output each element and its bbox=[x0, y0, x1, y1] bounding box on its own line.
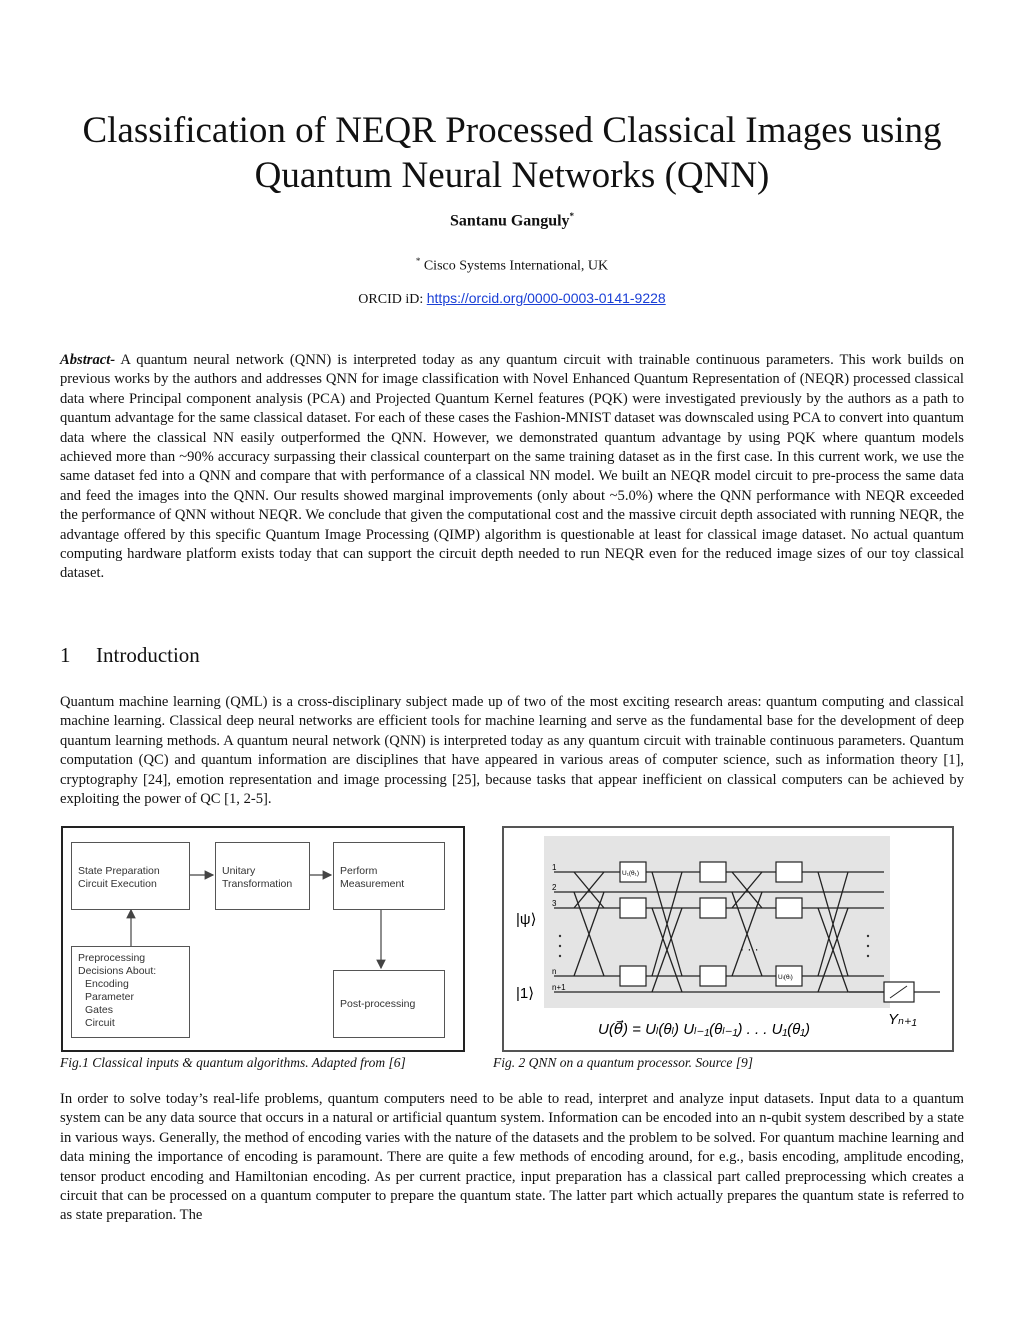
box-measure-line-1: Perform bbox=[340, 865, 378, 877]
box-post-processing bbox=[333, 970, 445, 1038]
abstract bbox=[60, 351, 964, 584]
box-preprocessing bbox=[71, 946, 190, 1038]
figure-1-caption: Fig.1 Classical inputs & quantum algorithms. Adapted from [6] bbox=[60, 1055, 406, 1070]
box-state-preparation-line-1: State Preparation bbox=[78, 865, 160, 877]
author-mark: * bbox=[569, 211, 575, 221]
box-preproc-line-1: Preprocessing bbox=[78, 952, 146, 964]
horizontal-dots: · · · bbox=[740, 942, 759, 956]
intro-paragraph-2: In order to solve today’s real-life problems, quantum computers need to be able to read, interpret and analyze input datasets. Input data to a quantum system can be any data source that occurs in a natural or artificial quantum system. Information can be encoded into an n-qubit system described by a state in various ways. Generally, the method of encoding varies with the nature of the datasets and the problem to be solved. For quantum machine learning and data mining the importance of encoding is paramount. There are quite a few methods of encoding around, for e.g., basis encoding, amplitude encoding, tensor product encoding and Hamiltonian encoding. As per current practice, input preparation has a classical part called preprocessing which creates a circuit that can be processed on a quantum computer to prepare the quantum state. The latter part which actually prepares the quantum state is referred to as state preparation. The bbox=[60, 1091, 964, 1224]
author-name: Santanu Ganguly bbox=[449, 212, 570, 230]
box-state-preparation-line-2: Circuit Execution bbox=[78, 878, 157, 890]
paper-title bbox=[0, 108, 1024, 198]
title-line-1: Classification of NEQR Processed Classical Images using bbox=[82, 110, 942, 151]
figure-2 bbox=[502, 826, 954, 1052]
box-postproc-line: Post-processing bbox=[340, 998, 416, 1010]
wire-label-2: 2 bbox=[552, 883, 557, 892]
abstract-label: Abstract- bbox=[60, 352, 116, 368]
box-preproc-line-6: Circuit bbox=[85, 1017, 115, 1029]
title-line-2: Quantum Neural Networks (QNN) bbox=[254, 155, 770, 196]
figure-2-caption: Fig. 2 QNN on a quantum processor. Source [9] bbox=[493, 1055, 754, 1070]
wire-label-n1: n+1 bbox=[552, 983, 566, 992]
box-preproc-line-4: Parameter bbox=[85, 991, 135, 1003]
box-unitary-transformation bbox=[215, 842, 310, 910]
box-measure-line-2: Measurement bbox=[340, 878, 405, 890]
wire-label-1: 1 bbox=[552, 863, 557, 872]
orcid-line bbox=[0, 290, 1024, 308]
figure-1 bbox=[61, 826, 465, 1052]
box-unitary-line-1: Unitary bbox=[222, 865, 256, 877]
author-line bbox=[0, 211, 1024, 230]
box-unitary-line-2: Transformation bbox=[222, 878, 293, 890]
wire-label-n: n bbox=[552, 967, 557, 976]
one-ket: |1⟩ bbox=[516, 985, 535, 1002]
wire-label-3: 3 bbox=[552, 899, 557, 908]
section-number: 1 bbox=[60, 643, 71, 667]
affiliation-mark: * bbox=[415, 256, 421, 266]
box-perform-measurement bbox=[333, 842, 445, 910]
box-preproc-line-5: Gates bbox=[85, 1004, 114, 1016]
affiliation-line bbox=[0, 256, 1024, 275]
section-title: Introduction bbox=[96, 643, 200, 667]
circuit-formula: U(θ⃗) = Uₗ(θₗ) Uₗ₋₁(θₗ₋₁) . . . U₁(θ₁) bbox=[598, 1021, 811, 1038]
intro-paragraph-1: Quantum machine learning (QML) is a cross-disciplinary subject made up of two of the most exciting research areas: quantum computing and classical machine learning. Classical deep neural networks are efficient tools for machine learning and serve as the fundamental base for the development of deep quantum learning methods. A quantum neural network (QNN) is interpreted today as any quantum circuit with trainable continuous parameters. Quantum computation (QC) and quantum information are disciplines that have appeared in various areas of computer science, such as information theory [1], cryptography [24], emotion representation and image processing [25], because tasks that appear inefficient on classical computers can be achieved by exploiting the power of QC [1, 2-5]. bbox=[60, 694, 964, 808]
abstract-text: A quantum neural network (QNN) is interpreted today as any quantum circuit with trainable continuous parameters. This work builds on previous works by the authors and addresses QNN for image classification with Novel Enhanced Quantum Representation of (NEQR) processed classical data where Principal component analysis (PCA) and Projected Quantum Kernel features (PQK) were investigated previously by the authors as a path to quantum advantage for the same classical dataset. For each of these cases the Fashion-MNIST dataset was downscaled using PCA to convert into quantum data where the classical NN easily outperformed the QNN. However, we demonstrated quantum advantage by using PQK where quantum models achieved more than ~90% accuracy surpassing their classical counterpart on the same training dataset as in the first case. In this current work, we use the same dataset fed into a QNN and compare that with performance of a classical NN model. We built an NEQR model circuit to pre-process the same data and feed the images into the QNN. Our results showed marginal improvements (only about ~5.0%) where the QNN performance with NEQR exceeded the performance of QNN without NEQR. We conclude that given the computational cost and the massive circuit depth associated with running NEQR, the advantage offered by this specific Quantum Image Processing (QIMP) algorithm is questionable at least for classical image dataset. No actual quantum computing hardware platform exists today that can support the circuit depth needed to run NEQR even for the reduced image sizes of our toy classical dataset. bbox=[60, 352, 964, 582]
box-preproc-line-2: Decisions About: bbox=[78, 965, 157, 977]
gate-label-u1: U₁(θ₁) bbox=[622, 870, 640, 877]
section-heading-introduction bbox=[60, 643, 200, 668]
affiliation: Cisco Systems International, UK bbox=[423, 258, 609, 274]
output-label: Yₙ₊₁ bbox=[888, 1011, 917, 1028]
box-state-preparation bbox=[71, 842, 190, 910]
figure-2-circuit bbox=[504, 828, 952, 1050]
psi-ket: |ψ⟩ bbox=[516, 911, 537, 928]
box-preproc-line-3: Encoding bbox=[85, 978, 129, 990]
gate-label-ul: Uₗ(θₗ) bbox=[778, 974, 793, 981]
orcid-link[interactable]: https://orcid.org/0000-0003-0141-9228 bbox=[426, 290, 666, 306]
orcid-label: ORCID iD: bbox=[358, 292, 424, 307]
